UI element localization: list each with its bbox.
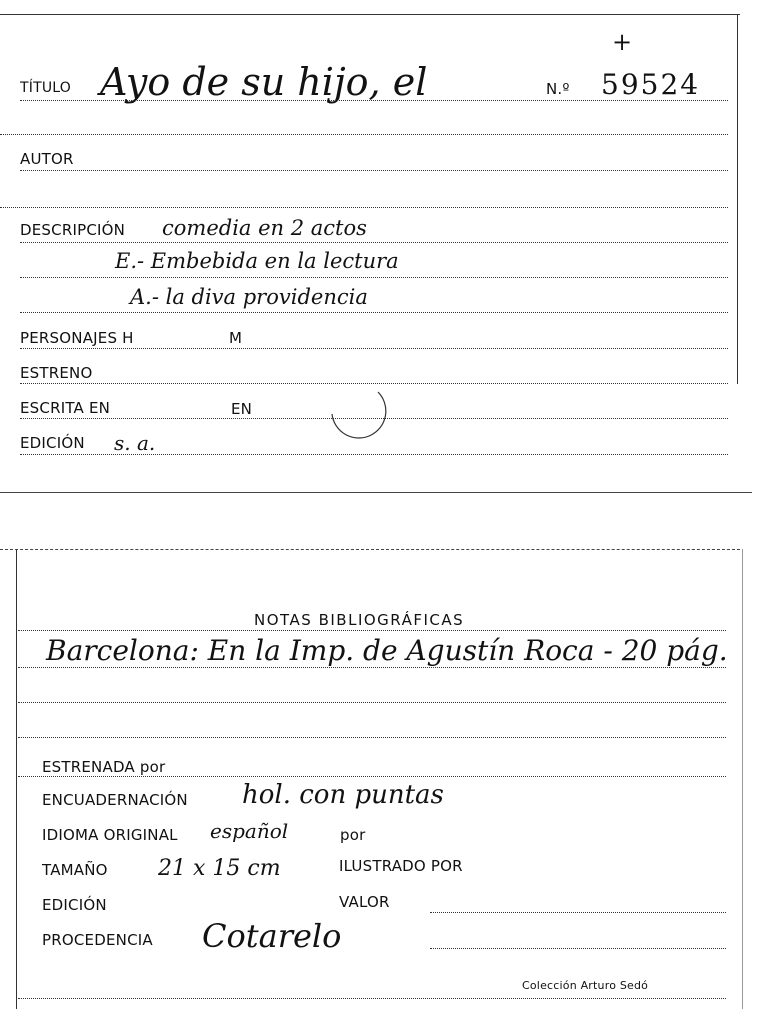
titulo-value: Ayo de su hijo, el	[100, 60, 428, 104]
estrenada-label: ESTRENADA por	[42, 758, 166, 776]
descripcion-line-3: A.- la diva providencia	[130, 285, 368, 309]
notas-rule-3	[18, 702, 726, 703]
procedencia-line	[430, 948, 726, 949]
edicion-label: EDICIÓN	[20, 434, 85, 452]
numero-value: 59524	[601, 68, 701, 101]
descripcion-line-1: comedia en 2 actos	[162, 216, 367, 240]
descripcion-label: DESCRIPCIÓN	[20, 221, 126, 239]
titulo-label: TÍTULO	[20, 80, 71, 96]
idioma-label: IDIOMA ORIGINAL	[42, 826, 178, 844]
valor-label: VALOR	[339, 893, 390, 911]
personajes-m-label: M	[229, 329, 243, 347]
notas-rule-4	[18, 737, 726, 738]
por-label: por	[340, 826, 366, 844]
ilustrado-label: ILUSTRADO POR	[339, 857, 463, 875]
bottom-card-top-edge	[0, 549, 740, 550]
autor-label: AUTOR	[20, 150, 74, 168]
notas-heading: NOTAS BIBLIOGRÁFICAS	[254, 611, 465, 629]
estreno-label: ESTRENO	[20, 364, 93, 382]
numero-mark: +	[612, 28, 633, 56]
notas-rule-1	[18, 630, 726, 631]
bottom-card-right-edge	[742, 549, 743, 1009]
bottom-card-bottom-edge	[18, 998, 726, 999]
procedencia-label: PROCEDENCIA	[42, 931, 153, 949]
en-label: EN	[231, 400, 253, 418]
idioma-value: español	[210, 819, 289, 843]
escrita-label: ESCRITA EN	[20, 399, 111, 417]
estrenada-line	[18, 776, 726, 777]
edicion-valor-line	[430, 912, 726, 913]
edicion-value: s. a.	[114, 431, 156, 455]
tamano-label: TAMAÑO	[42, 861, 108, 879]
encuadernacion-value: hol. con puntas	[242, 780, 444, 810]
notas-rule-2	[18, 667, 726, 668]
encuadernacion-label: ENCUADERNACIÓN	[42, 791, 188, 809]
edicion-label-bottom: EDICIÓN	[42, 896, 107, 914]
tamano-value: 21 x 15 cm	[158, 856, 281, 881]
numero-label: N.º	[546, 80, 570, 98]
coleccion-credit: Colección Arturo Sedó	[522, 979, 649, 992]
procedencia-value: Cotarelo	[202, 917, 342, 955]
descripcion-line-2: E.- Embebida en la lectura	[115, 249, 399, 273]
notas-value: Barcelona: En la Imp. de Agustín Roca - 20 pág.	[46, 634, 728, 667]
personajes-label: PERSONAJES H	[20, 329, 134, 347]
bottom-card-left-edge	[16, 549, 17, 1009]
